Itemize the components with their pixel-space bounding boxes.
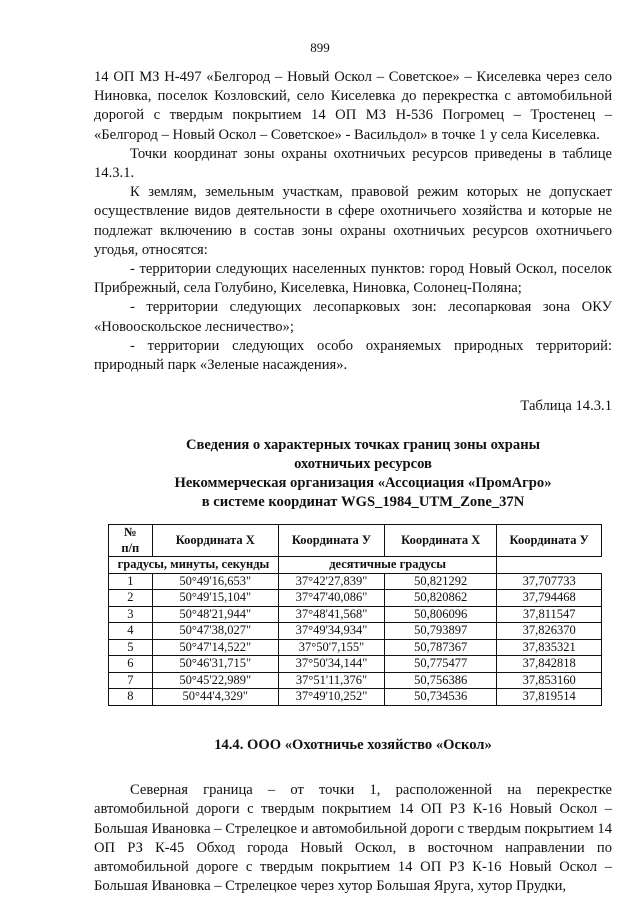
cell-x-dms: 50°44'4,329" [152, 689, 278, 706]
cell-x-dms: 50°46'31,715" [152, 656, 278, 673]
cell-y-dec: 37,835321 [497, 639, 602, 656]
cell-y-dms: 37°51'11,376" [278, 672, 384, 689]
cell-x-dms: 50°49'16,653" [152, 573, 278, 590]
cell-n: 1 [109, 573, 153, 590]
cell-n: 2 [109, 590, 153, 607]
table-row [109, 590, 602, 607]
table-heading [114, 436, 612, 512]
table-heading-line: Сведения о характерных точках границ зоны охраны [185, 437, 541, 454]
cell-n: 4 [109, 623, 153, 640]
section-title: 14.4. ООО «Охотничье хозяйство «Оскол» [214, 736, 492, 753]
paragraph-excluded-lands: К землям, земельным участкам, правовой режим которых не допускает осуществление видов деятельности в сфере охотничьего хозяйства и которые не подлежат включению в состав зоны охраны охотничьих ресурсов охотничьего угодья, относятся: [94, 184, 612, 258]
cell-x-dms: 50°49'15,104" [152, 590, 278, 607]
cell-y-dms: 37°42'27,839" [278, 573, 384, 590]
subheader-dms: градусы, минуты, секунды [109, 557, 279, 574]
header-x-dms: Координата X [152, 525, 278, 557]
table-caption: Таблица 14.3.1 [520, 398, 612, 415]
cell-x-dec: 50,734536 [385, 689, 497, 706]
header-number [109, 525, 153, 557]
table-row [109, 689, 602, 706]
coordinates-table [108, 524, 602, 706]
cell-x-dec: 50,821292 [385, 573, 497, 590]
subheader-dec: десятичные градусы [278, 557, 496, 574]
header-number-line1: № [124, 525, 137, 540]
cell-y-dms: 37°50'34,144" [278, 656, 384, 673]
cell-n: 8 [109, 689, 153, 706]
cell-n: 5 [109, 639, 153, 656]
table-row [109, 606, 602, 623]
cell-n: 7 [109, 672, 153, 689]
cell-y-dec: 37,819514 [497, 689, 602, 706]
table-row [109, 639, 602, 656]
cell-y-dms: 37°50'7,155" [278, 639, 384, 656]
cell-x-dms: 50°47'38,027" [152, 623, 278, 640]
cell-y-dms: 37°49'10,252" [278, 689, 384, 706]
cell-x-dec: 50,793897 [385, 623, 497, 640]
list-item-protected-areas: - территории следующих особо охраняемых природных территорий: природный парк «Зеленые насаждения». [94, 337, 612, 374]
cell-y-dec: 37,853160 [497, 672, 602, 689]
table-heading-line: в системе координат WGS_1984_UTM_Zone_37N [201, 494, 525, 511]
cell-x-dms: 50°48'21,944" [152, 606, 278, 623]
table-row [109, 672, 602, 689]
list-item-settlements: - территории следующих населенных пунктов: город Новый Оскол, поселок Прибрежный, села Голубино, Киселевка, Ниновка, Солонец-Поляна; [94, 261, 612, 297]
cell-x-dec: 50,775477 [385, 656, 497, 673]
table-heading-line: охотничьих ресурсов [294, 456, 432, 473]
cell-x-dms: 50°45'22,989" [152, 672, 278, 689]
cell-x-dms: 50°47'14,522" [152, 639, 278, 656]
table-heading-line: Некоммерческая организация «Ассоциация «ПромАгро» [174, 475, 552, 492]
document-body [94, 68, 612, 896]
header-number-line2: п/п [121, 540, 140, 555]
cell-y-dec: 37,826370 [497, 623, 602, 640]
coordinates-table-body [109, 573, 602, 705]
cell-x-dec: 50,806096 [385, 606, 497, 623]
header-y-dec: Координата У [497, 525, 602, 557]
cell-n: 6 [109, 656, 153, 673]
header-y-dms: Координата У [278, 525, 384, 557]
table-row [109, 623, 602, 640]
header-x-dec: Координата X [385, 525, 497, 557]
paragraph-northern-border: Северная граница – от точки 1, расположенной на перекрестке автомобильной дороги с твердым покрытием 14 ОП РЗ К-16 Новый Оскол – Большая Ивановка – Стрелецкое и автомобильной дороги с твердым покрытием 14 ОП РЗ К-45 Обход города Новый Оскол, в восточном направлении по автомобильной дороге с твердым покрытием 14 ОП РЗ К-16 Новый Оскол – Большая Ивановка – Стрелецкое через хутор Большая Яруга, хутор Прудки, [94, 782, 612, 895]
cell-y-dms: 37°47'40,086" [278, 590, 384, 607]
cell-y-dec: 37,811547 [497, 606, 602, 623]
paragraph-table-reference: Точки координат зоны охраны охотничьих ресурсов приведены в таблице 14.3.1. [94, 145, 612, 182]
cell-y-dec: 37,842818 [497, 656, 602, 673]
cell-x-dec: 50,820862 [385, 590, 497, 607]
cell-y-dec: 37,794468 [497, 590, 602, 607]
table-row [109, 573, 602, 590]
cell-y-dms: 37°48'41,568" [278, 606, 384, 623]
table-row [109, 656, 602, 673]
cell-x-dec: 50,756386 [385, 672, 497, 689]
cell-n: 3 [109, 606, 153, 623]
cell-y-dms: 37°49'34,934" [278, 623, 384, 640]
list-item-forest-parks: - территории следующих лесопарковых зон: лесопарковая зона ОКУ «Новооскольское лесничество»; [94, 299, 612, 335]
cell-x-dec: 50,787367 [385, 639, 497, 656]
paragraph-route-continuation: 14 ОП МЗ Н-497 «Белгород – Новый Оскол – Советское» – Киселевка через село Ниновка, поселок Козловский, село Киселевка до перекрестка с автомобильной дорогой с твердым покрытием 14 ОП МЗ Н-536 Погромец – Тростенец – «Белгород – Новый Оскол – Советское» - Васильдол» в точке 1 у села Киселевка. [94, 69, 612, 143]
cell-y-dec: 37,707733 [497, 573, 602, 590]
page-number: 899 [310, 40, 330, 55]
